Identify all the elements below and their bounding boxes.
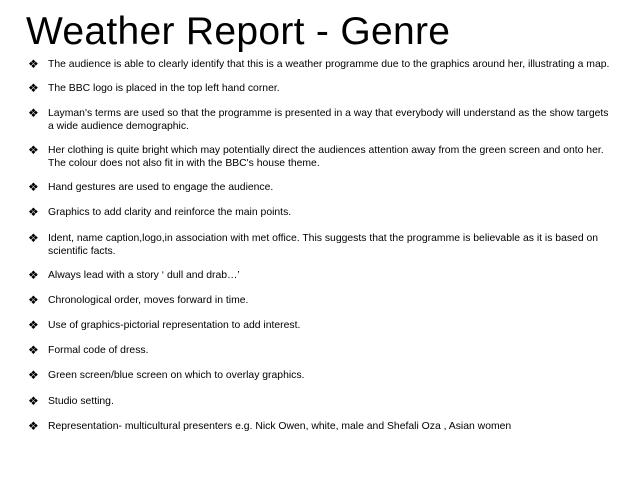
bullet-text: Ident, name caption,logo,in association with met office. This suggests that the programme is believable as it is based on scientific facts.: [48, 232, 599, 257]
list-item: [28, 107, 614, 133]
diamond-bullet-icon: ❖: [28, 393, 39, 408]
diamond-bullet-icon: ❖: [28, 106, 39, 121]
list-item: [28, 58, 614, 71]
bullet-text: Layman's terms are used so that the programme is presented in a way that everybody will understand as the show targets a wide audience demographic.: [48, 108, 609, 133]
list-item: [28, 206, 614, 219]
bullet-text: Always lead with a story ‘ dull and drab…’: [48, 269, 240, 281]
list-item: [28, 420, 614, 433]
bullet-text: Formal code of dress.: [48, 345, 149, 357]
bullet-text: Representation- multicultural presenters e.g. Nick Owen, white, male and Shefali Oza , Asian women: [48, 420, 512, 432]
bullet-text: Studio setting.: [48, 395, 114, 407]
diamond-bullet-icon: ❖: [28, 205, 39, 220]
bullet-text: Her clothing is quite bright which may potentially direct the audiences attention away from the green screen and onto her. The colour does not also fit in with the BBC's house theme.: [48, 145, 604, 170]
diamond-bullet-icon: ❖: [28, 143, 39, 158]
diamond-bullet-icon: ❖: [28, 368, 39, 383]
bullet-text: Hand gestures are used to engage the audience.: [48, 182, 274, 194]
diamond-bullet-icon: ❖: [28, 180, 39, 195]
list-item: [28, 395, 614, 408]
diamond-bullet-icon: ❖: [28, 343, 39, 358]
bullet-text: The BBC logo is placed in the top left hand corner.: [48, 83, 280, 94]
bullet-text: Chronological order, moves forward in time.: [48, 294, 249, 306]
list-item: [28, 181, 614, 194]
list-item: [28, 232, 614, 258]
list-item: [28, 269, 614, 282]
diamond-bullet-icon: ❖: [28, 81, 39, 95]
diamond-bullet-icon: ❖: [28, 292, 39, 307]
list-item: [28, 144, 614, 170]
diamond-bullet-icon: ❖: [28, 317, 39, 332]
list-item: [28, 82, 614, 95]
diamond-bullet-icon: ❖: [28, 230, 39, 245]
list-item: [28, 294, 614, 307]
bullet-list: [28, 58, 614, 433]
list-item: [28, 319, 614, 332]
diamond-bullet-icon: ❖: [28, 418, 39, 433]
diamond-bullet-icon: ❖: [28, 57, 39, 71]
diamond-bullet-icon: ❖: [28, 267, 39, 282]
bullet-text: The audience is able to clearly identify that this is a weather programme due to the graphics around her, illustrating a map.: [48, 59, 610, 70]
slide-title: Weather Report - Genre: [26, 10, 451, 53]
list-item: [28, 369, 614, 382]
list-item: [28, 344, 614, 357]
bullet-text: Use of graphics-pictorial representation to add interest.: [48, 319, 301, 331]
bullet-text: Green screen/blue screen on which to overlay graphics.: [48, 370, 305, 382]
bullet-text: Graphics to add clarity and reinforce the main points.: [48, 207, 292, 219]
